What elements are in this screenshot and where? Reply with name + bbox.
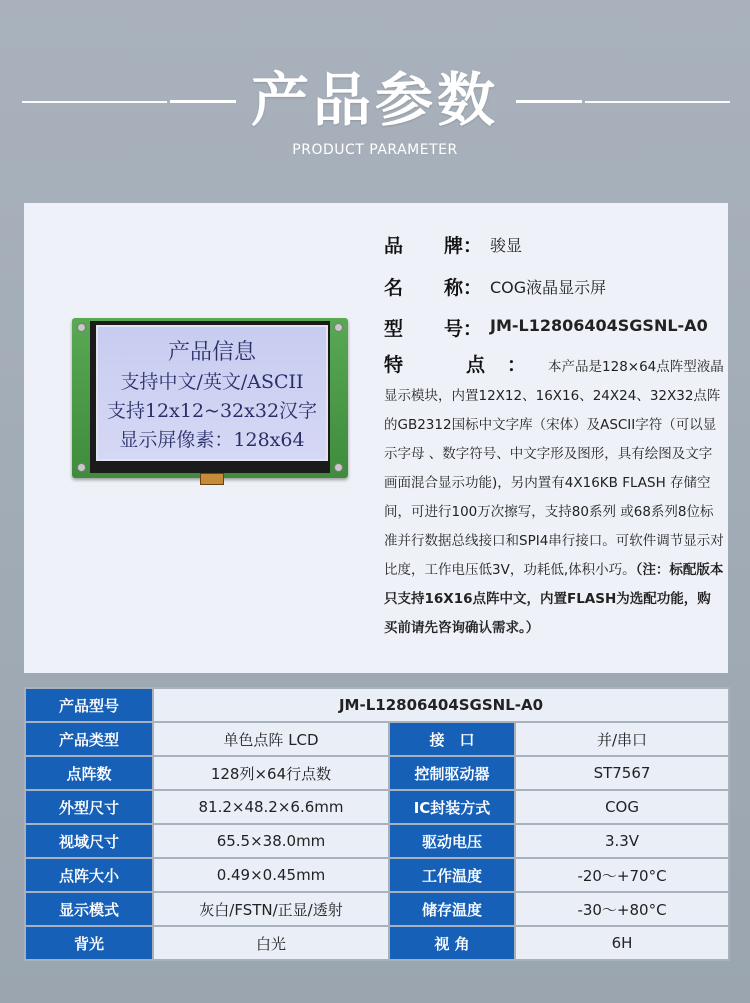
param-label: 视 角 bbox=[389, 926, 515, 960]
lcd-flex-connector bbox=[200, 473, 224, 485]
table-row bbox=[25, 858, 729, 892]
spec-model-value: JM-L12806404SGSNL-A0 bbox=[490, 316, 708, 335]
param-value: 128列×64行点数 bbox=[153, 756, 389, 790]
param-label: 工作温度 bbox=[389, 858, 515, 892]
param-label: 驱动电压 bbox=[389, 824, 515, 858]
title-rule-right-thin bbox=[585, 101, 730, 103]
lcd-text-line: 显示屏像素：128x64 bbox=[119, 429, 305, 451]
param-label: IC封装方式 bbox=[389, 790, 515, 824]
lcd-module-image bbox=[72, 318, 348, 488]
param-label: 显示模式 bbox=[25, 892, 153, 926]
mount-hole bbox=[334, 323, 343, 332]
table-row bbox=[25, 756, 729, 790]
param-value: COG bbox=[515, 790, 729, 824]
param-value: 单色点阵 LCD bbox=[153, 722, 389, 756]
param-label: 接 口 bbox=[389, 722, 515, 756]
param-value: 6H bbox=[515, 926, 729, 960]
lcd-text-line: 支持12x12~32x32汉字 bbox=[106, 400, 318, 422]
feature-description bbox=[384, 351, 724, 643]
param-label: 背光 bbox=[25, 926, 153, 960]
param-value: -20～+70°C bbox=[515, 858, 729, 892]
parameter-table bbox=[24, 687, 730, 961]
page-header bbox=[0, 0, 750, 200]
spec-brand-value: 骏显 bbox=[490, 236, 523, 255]
param-value: 0.49×0.45mm bbox=[153, 858, 389, 892]
title-rule-right-thick bbox=[516, 100, 582, 103]
param-label: 视域尺寸 bbox=[25, 824, 153, 858]
feature-label: 特 点： bbox=[384, 354, 549, 376]
param-label: 点阵数 bbox=[25, 756, 153, 790]
spec-name-value: COG液晶显示屏 bbox=[490, 278, 607, 297]
param-value: -30～+80°C bbox=[515, 892, 729, 926]
table-row bbox=[25, 790, 729, 824]
lcd-text-line: 支持中文/英文/ASCII bbox=[120, 371, 304, 393]
param-value: 3.3V bbox=[515, 824, 729, 858]
table-row bbox=[25, 892, 729, 926]
lcd-pcb bbox=[72, 318, 348, 478]
table-row bbox=[25, 688, 729, 722]
product-card: 产品信息 支持中文/英文/ASCII 支持12x12~32x32汉字 显示屏像素：128x64 品 牌： 骏显 名 称： COG液晶显示屏 型 号： JM-L12806404SGSNL-A0 特 点：本产品是128×64点阵型液晶显示模块，内置12X12、16X16、24X24、32X32点阵的GB2312国标中文字库（宋体）及ASCII字符（可以显示字母 、数字符号、中文字形及图形，具有绘图及文字画面混合显示功能)，另内置有4X16KB FLASH 存储空间，可进行100万次擦写，支持80系列 或68系列8位标准并行数据总线接口和SPI4串行接口。可软件调节显示对比度，工作电压低3V，功耗低,体积小巧。（注：标配版本只支持16X16点阵中文，内置FLASH为选配功能，购买前请先咨询确认需求。） bbox=[24, 203, 728, 673]
feature-text: 本产品是128×64点阵型液晶显示模块，内置12X12、16X16、24X24、32X32点阵的GB2312国标中文字库（宋体）及ASCII字符（可以显示字母 、数字符号、中文字形及图形，具有绘图及文字画面混合显示功能)，另内置有4X16KB FLASH 存储空间，可进行100万次擦写，支持80系列 或68系列8位标准并行数据总线接口和SPI4串行接口。可软件调节显示对比度，工作电压低3V，功耗低,体积小巧。 bbox=[384, 359, 724, 578]
param-label: 控制驱动器 bbox=[389, 756, 515, 790]
param-value: ST7567 bbox=[515, 756, 729, 790]
page-subtitle: PRODUCT PARAMETER bbox=[292, 142, 458, 158]
table-row bbox=[25, 824, 729, 858]
param-value: 并/串口 bbox=[515, 722, 729, 756]
param-value: JM-L12806404SGSNL-A0 bbox=[153, 688, 729, 722]
param-label: 外型尺寸 bbox=[25, 790, 153, 824]
param-value: 81.2×48.2×6.6mm bbox=[153, 790, 389, 824]
param-label: 产品型号 bbox=[25, 688, 153, 722]
mount-hole bbox=[77, 463, 86, 472]
param-value: 65.5×38.0mm bbox=[153, 824, 389, 858]
table-row bbox=[25, 926, 729, 960]
mount-hole bbox=[334, 463, 343, 472]
page-title: 产品参数 bbox=[250, 66, 499, 134]
param-label: 点阵大小 bbox=[25, 858, 153, 892]
mount-hole bbox=[77, 323, 86, 332]
param-label: 储存温度 bbox=[389, 892, 515, 926]
param-value: 灰白/FSTN/正显/透射 bbox=[153, 892, 389, 926]
table-row bbox=[25, 722, 729, 756]
feature-note: （注：标配版本只支持16X16点阵中文，内置FLASH为选配功能，购买前请先咨询确认需求。） bbox=[384, 562, 724, 636]
param-label: 产品类型 bbox=[25, 722, 153, 756]
lcd-text-line: 产品信息 bbox=[167, 340, 256, 365]
lcd-screen bbox=[96, 325, 328, 461]
param-value: 白光 bbox=[153, 926, 389, 960]
